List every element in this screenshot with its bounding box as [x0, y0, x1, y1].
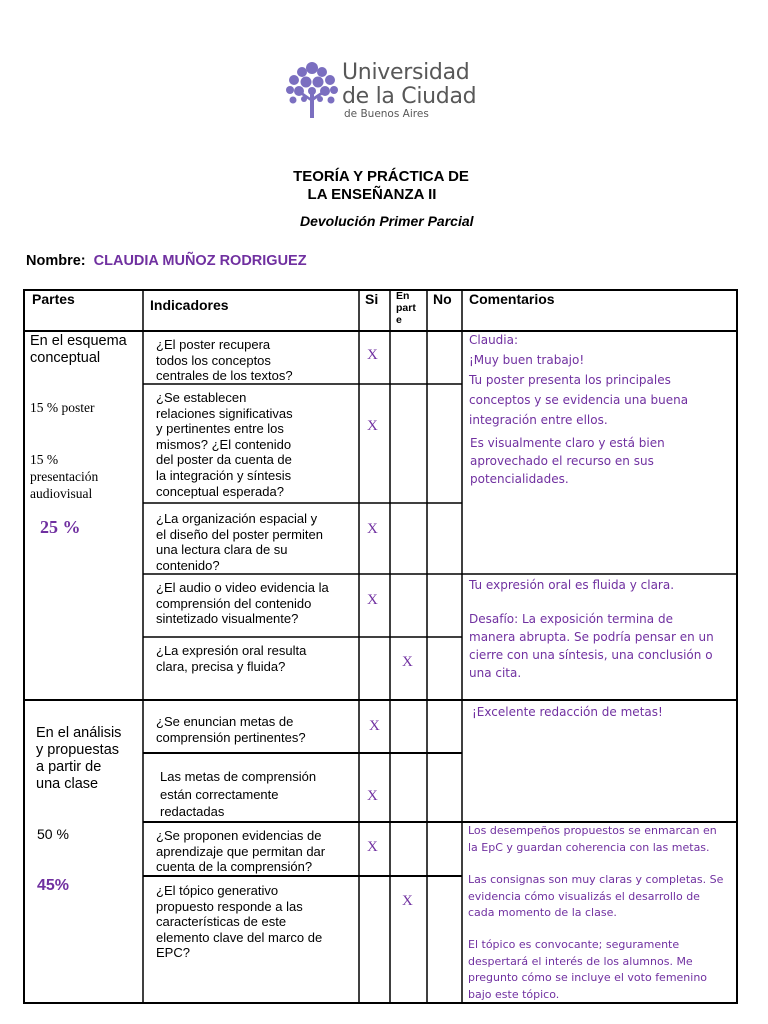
part-1-presentacion-pct — [30, 451, 98, 502]
indicator-line: elemento clave del marco de — [156, 929, 323, 945]
mark-si-8: X — [367, 839, 378, 855]
comment-1 — [469, 330, 688, 430]
indicator-line: clara, precisa y fluida? — [156, 658, 286, 674]
comment-line: Claudia: — [469, 333, 519, 347]
comment-line: Es visualmente claro y está bien — [470, 436, 665, 450]
mark-si-7: X — [367, 788, 378, 804]
indicator-1 — [156, 337, 352, 384]
name-label: Nombre: — [26, 253, 86, 269]
part-2-label — [36, 725, 121, 793]
comment-line: ¡Muy buen trabajo! — [469, 353, 585, 367]
comment-line: potencialidades. — [470, 472, 569, 486]
indicator-line: una lectura clara de su — [156, 542, 288, 558]
indicator-line: ¿La expresión oral resulta — [156, 643, 307, 658]
comment-line: aprovechado el recurso en sus — [470, 454, 654, 468]
part-1-presentacion-line: 15 % — [30, 452, 59, 467]
indicator-line: ¿Se establecen — [156, 390, 247, 405]
indicator-line: ¿El audio o video evidencia la — [156, 580, 329, 595]
indicator-line: conceptual esperada? — [156, 483, 284, 499]
comment-line: integración entre ellos. — [469, 413, 608, 427]
header-comentarios: Comentarios — [469, 291, 555, 307]
indicator-line: características de este — [156, 914, 287, 930]
comment-line: despertará el interés de los alumnos. Me — [468, 954, 693, 968]
header-en-parte-line: e — [396, 314, 402, 326]
comment-line: evidencia cómo visualizás el desarrollo de — [468, 889, 700, 903]
indicator-line: del poster da cuenta de — [156, 452, 292, 468]
name-value: CLAUDIA MUÑOZ RODRIGUEZ — [93, 253, 307, 269]
comment-4c — [468, 937, 707, 1003]
comment-line: una cita. — [469, 666, 522, 680]
indicator-7 — [160, 768, 356, 821]
indicator-line: ¿El tópico generativo — [156, 883, 279, 898]
doc-subtitle: Devolución Primer Parcial — [300, 213, 474, 229]
header-en-parte — [396, 290, 416, 326]
part-2-label-line: una clase — [36, 776, 99, 792]
indicator-line: contenido? — [156, 557, 220, 573]
part-1-total: 25 % — [40, 517, 81, 537]
indicator-line: ¿La organización espacial y — [156, 511, 318, 526]
comment-line: bajo este tópico. — [468, 987, 560, 1001]
comment-line: cada momento de la clase. — [468, 906, 617, 919]
mark-en-parte-9: X — [402, 893, 413, 909]
indicator-6 — [156, 714, 352, 745]
part-1-poster-pct: 15 % poster — [30, 400, 95, 415]
mark-en-parte-5: X — [402, 654, 413, 670]
part-2-pct: 50 % — [37, 826, 69, 842]
comment-line: Los desempeños propuestos se enmarcan en — [468, 824, 717, 837]
comment-line: la EpC y guardan coherencia con las metas. — [468, 840, 710, 854]
comment-line: Desafío: La exposición termina de — [469, 612, 673, 626]
part-2-label-line: a partir de — [36, 759, 102, 775]
comment-4b — [468, 872, 723, 922]
indicator-line: Las metas de comprensión — [160, 769, 317, 784]
indicator-line: redactadas — [160, 804, 225, 819]
logo-line-3: de Buenos Aires — [344, 108, 429, 120]
indicator-line: relaciones significativas — [156, 405, 293, 421]
part-1-label-line: En el esquema — [30, 333, 127, 349]
comment-line: manera abrupta. Se podría pensar en un — [469, 630, 714, 644]
part-1-presentacion-line: presentación — [30, 469, 99, 484]
part-2-label-line: En el análisis — [36, 725, 122, 741]
indicator-line: propuesto responde a las — [156, 898, 303, 914]
indicator-3 — [156, 511, 346, 573]
part-2-label-line: y propuestas — [36, 742, 120, 758]
indicator-line: ¿Se proponen evidencias de — [156, 828, 322, 843]
comment-line: cierre con una síntesis, una conclusión o — [469, 648, 713, 662]
mark-si-6: X — [369, 718, 380, 734]
comment-line: pregunto cómo se incluye el voto femenino — [468, 971, 708, 984]
header-si: Si — [365, 291, 379, 307]
part-2-total: 45% — [37, 877, 70, 894]
indicator-line: el diseño del poster permiten — [156, 526, 323, 542]
comment-line: Las consignas son muy claras y completas. Se — [468, 873, 724, 886]
indicator-line: centrales de los textos? — [156, 368, 293, 384]
mark-si-4: X — [367, 592, 378, 608]
part-1-presentacion-line: audiovisual — [30, 486, 93, 501]
indicator-line: aprendizaje que permitan dar — [156, 843, 326, 859]
comment-1b — [470, 434, 665, 488]
indicator-line: sintetizado visualmente? — [156, 611, 299, 627]
header-no: No — [433, 291, 452, 307]
indicator-line: todos los conceptos — [156, 352, 271, 368]
part-1-label — [30, 333, 127, 367]
header-indicadores: Indicadores — [150, 297, 229, 313]
indicator-line: cuenta de la comprensión? — [156, 859, 313, 875]
comment-3: ¡Excelente redacción de metas! — [472, 705, 663, 719]
indicator-9 — [156, 883, 352, 961]
indicator-line: ¿El poster recupera — [156, 337, 271, 352]
indicator-8 — [156, 828, 352, 875]
doc-title-line-2: LA ENSEÑANZA II — [307, 186, 437, 203]
header-en-parte-line: part — [396, 302, 416, 314]
logo-line-1: Universidad — [342, 60, 470, 85]
comment-2b — [469, 610, 714, 682]
mark-si-1: X — [367, 347, 378, 363]
comment-line: Tu poster presenta los principales — [469, 373, 671, 387]
indicator-line: comprensión del contenido — [156, 595, 312, 611]
header-en-parte-line: En — [396, 290, 410, 302]
indicator-5 — [156, 643, 346, 674]
indicator-line: comprensión pertinentes? — [156, 729, 306, 745]
comment-2a: Tu expresión oral es fluida y clara. — [469, 578, 675, 592]
mark-si-3: X — [367, 521, 378, 537]
indicator-line: y pertinentes entre los — [156, 421, 284, 437]
indicator-line: mismos? ¿El contenido — [156, 436, 292, 452]
indicator-line: EPC? — [156, 945, 190, 961]
indicator-2 — [156, 390, 352, 499]
header-partes: Partes — [32, 291, 75, 307]
comment-line: conceptos y se evidencia una buena — [469, 393, 689, 407]
logo-line-2: de la Ciudad — [342, 84, 477, 109]
mark-si-2: X — [367, 418, 378, 434]
part-1-label-line: conceptual — [30, 350, 101, 366]
indicator-4 — [156, 580, 346, 627]
comment-4a — [468, 823, 717, 856]
indicator-line: ¿Se enuncian metas de — [156, 714, 294, 729]
comment-line: El tópico es convocante; seguramente — [468, 938, 680, 951]
doc-title-line-1: TEORÍA Y PRÁCTICA DE — [293, 168, 469, 185]
indicator-line: están correctamente — [160, 786, 279, 802]
indicator-line: la integración y síntesis — [156, 467, 292, 483]
